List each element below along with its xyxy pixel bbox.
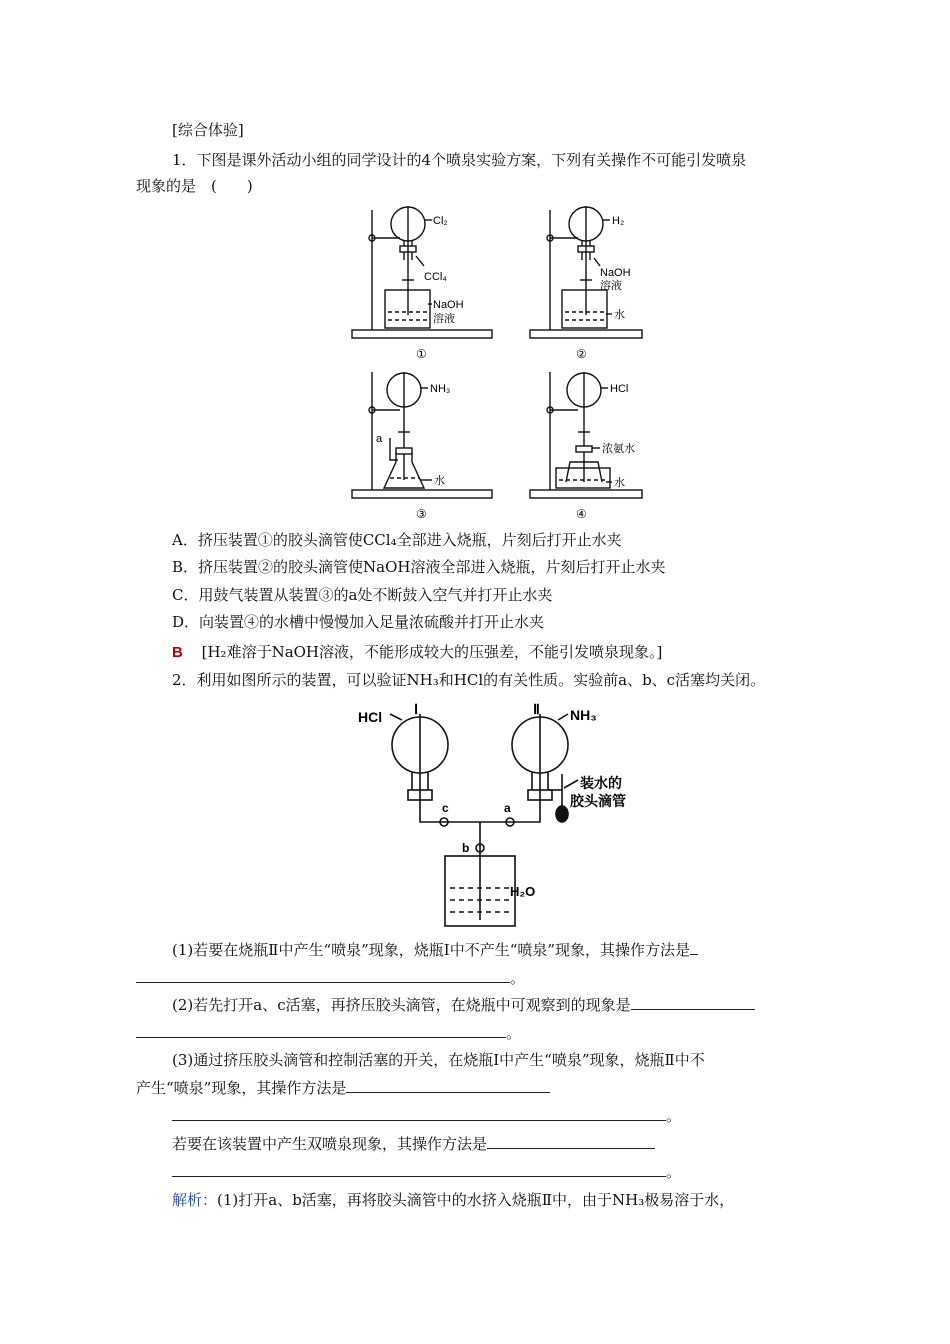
fig-left-flask-number: Ⅰ <box>414 701 419 717</box>
fountain-apparatus-figure-set <box>340 200 660 520</box>
q2-sub3-line2 <box>136 1078 550 1098</box>
fig4-dropper-label: 浓氨水 <box>602 443 635 455</box>
fig4-liquid-label: 水 <box>614 477 625 489</box>
q2-sub2-end: 。 <box>506 1024 522 1042</box>
apparatus-1 <box>352 206 492 338</box>
q1-answer-letter: B <box>172 644 183 661</box>
answer-blank[interactable] <box>136 1023 506 1038</box>
q2-sub3-line1: (3)通过挤压胶头滴管和控制活塞的开关，在烧瓶Ⅰ中产生“喷泉”现象，烧瓶Ⅱ中不 <box>172 1051 705 1069</box>
answer-blank[interactable] <box>690 940 698 955</box>
fig2-liquid-label: 水 <box>614 309 625 321</box>
q2-sub3-line3 <box>172 1106 681 1126</box>
q1-stem-line2: 现象的是 ( ) <box>136 177 253 195</box>
fig3-number: ③ <box>416 507 427 520</box>
fig-left-gas-label: HCl <box>358 709 383 725</box>
fig3-port-label: a <box>376 433 383 445</box>
q2-sub1-end: 。 <box>510 969 526 987</box>
fig-valve-a-label: a <box>504 801 511 815</box>
fig1-number: ① <box>416 347 427 361</box>
fig2-gas-label: H₂ <box>612 215 625 227</box>
fig-right-gas-label: NH₃ <box>570 707 597 723</box>
q2-sub4-line2 <box>172 1162 681 1182</box>
q1-stem-line1: 1．下图是课外活动小组的同学设计的4个喷泉实验方案，下列有关操作不可能引发喷泉 <box>172 151 747 169</box>
fig4-number: ④ <box>576 507 587 520</box>
apparatus-3 <box>352 372 492 498</box>
q2-sub2-line2 <box>136 1023 521 1043</box>
answer-blank[interactable] <box>487 1134 655 1149</box>
q2-stem: 2．利用如图所示的装置，可以验证NH₃和HCl的有关性质。实验前a、b、c活塞均关闭。 <box>172 671 766 689</box>
q2-sub1-line1 <box>172 940 698 960</box>
q2-sub1-text: (1)若要在烧瓶Ⅱ中产生“喷泉”现象，烧瓶Ⅰ中不产生“喷泉”现象，其操作方法是 <box>172 941 691 959</box>
fig-right-flask-number: Ⅱ <box>533 701 540 717</box>
fig1-dropper-label: CCl₄ <box>424 271 447 283</box>
fig3-gas-label: NH₃ <box>430 383 451 395</box>
answer-blank[interactable] <box>631 995 755 1010</box>
fig-dropper-label-line2: 胶头滴管 <box>570 793 626 809</box>
section-title: [综合体验] <box>172 121 244 139</box>
fig2-number: ② <box>576 347 587 361</box>
answer-blank[interactable] <box>346 1078 550 1093</box>
fig3-liquid-label: 水 <box>434 475 445 487</box>
q1-option-c: C．用鼓气装置从装置③的a处不断鼓入空气并打开止水夹 <box>172 586 553 604</box>
fig-beaker-label: H₂O <box>510 884 536 899</box>
fig2-dropper-line2: 溶液 <box>600 280 622 292</box>
q1-answer <box>172 642 662 663</box>
analysis-label: 解析： <box>172 1191 218 1209</box>
fig-valve-c-label: c <box>442 801 449 815</box>
q2-sub4-text: 若要在该装置中产生双喷泉现象，其操作方法是 <box>172 1135 488 1153</box>
q2-sub1-line2 <box>136 968 525 988</box>
q1-answer-text: [H₂难溶于NaOH溶液，不能形成较大的压强差，不能引发喷泉现象。] <box>201 643 663 661</box>
answer-blank[interactable] <box>172 1106 666 1121</box>
q2-analysis <box>172 1190 734 1210</box>
analysis-text: (1)打开a、b活塞，再将胶头滴管中的水挤入烧瓶Ⅱ中，由于NH₃极易溶于水， <box>217 1191 735 1209</box>
q2-sub2-text: (2)若先打开a、c活塞，再挤压胶头滴管，在烧瓶中可观察到的现象是 <box>172 996 631 1014</box>
fig1-gas-label: Cl₂ <box>433 215 448 227</box>
fig1-liquid-line2: 溶液 <box>433 313 455 325</box>
q1-option-d: D．向装置④的水槽中慢慢加入足量浓硫酸并打开止水夹 <box>172 613 545 631</box>
fig4-gas-label: HCl <box>610 383 629 395</box>
fig1-liquid-line1: NaOH <box>433 299 464 311</box>
q2-sub3-end: 。 <box>666 1107 682 1125</box>
q2-sub4-end: 。 <box>666 1163 682 1181</box>
fig-valve-b-label: b <box>462 841 470 855</box>
q2-sub2-line1 <box>172 995 755 1015</box>
answer-blank[interactable] <box>172 1162 666 1177</box>
q2-sub4-line1 <box>172 1134 655 1154</box>
q2-sub3-text: 产生“喷泉”现象，其操作方法是 <box>136 1079 347 1097</box>
fig-dropper-label-line1: 装水的 <box>580 775 622 791</box>
q1-option-b: B．挤压装置②的胶头滴管使NaOH溶液全部进入烧瓶，片刻后打开止水夹 <box>172 558 666 576</box>
answer-blank[interactable] <box>136 968 510 983</box>
fig2-dropper-line1: NaOH <box>600 267 631 279</box>
q1-option-a: A．挤压装置①的胶头滴管使CCl₄全部进入烧瓶，片刻后打开止水夹 <box>172 531 622 549</box>
double-fountain-apparatus-figure <box>350 700 650 932</box>
